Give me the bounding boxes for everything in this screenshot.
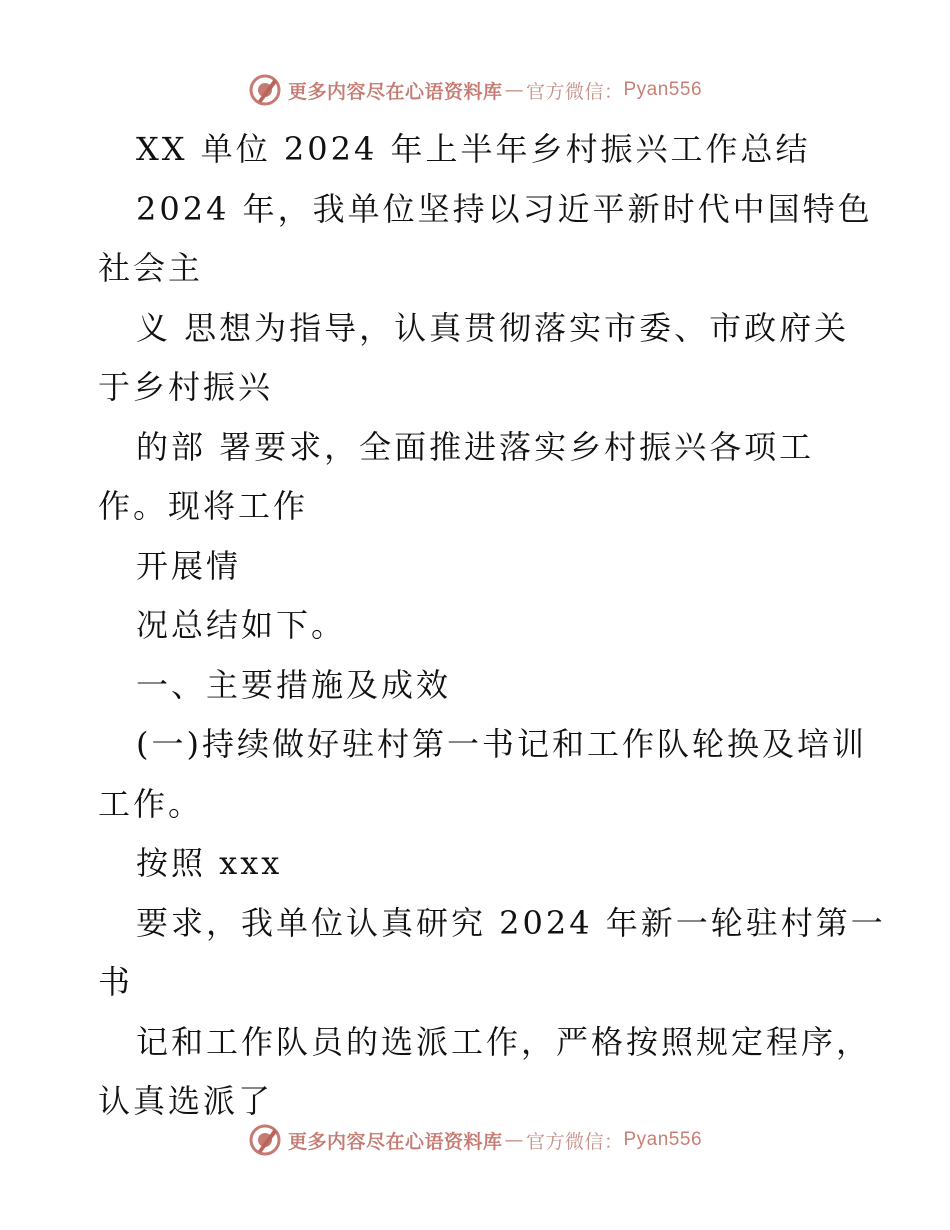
text-line: 记和工作队员的选派工作，严格按照规定程序， [136, 1022, 872, 1061]
text-line: 况总结如下。 [136, 606, 347, 644]
watermark-dash: — [504, 79, 524, 101]
text-line: 开展情 [136, 546, 242, 585]
watermark-wechat-id: Pyan556 [623, 1129, 703, 1150]
text-line: 社会主 [98, 249, 204, 287]
pen-logo-icon [248, 73, 282, 107]
text-line: 的部 署要求，全面推进落实乡村振兴各项工 [136, 427, 815, 466]
document-body [98, 120, 886, 1132]
section-heading: 一、主要措施及成效 [136, 665, 452, 704]
text-line: 书 [98, 963, 134, 1001]
text-line: 认真选派了 [98, 1082, 274, 1120]
text-line: 义 思想为指导，认真贯彻落实市委、市政府关 [136, 308, 850, 347]
watermark-sub-text: 官方微信： [525, 80, 624, 103]
text-line: 作。现将工作 [98, 487, 309, 525]
text-line: 2024 年，我单位坚持以习近平新时代中国特色 [136, 189, 873, 228]
watermark-main-text: 更多内容尽在心语资料库 [287, 80, 503, 103]
pen-logo-icon [248, 1123, 282, 1157]
subsection-heading: (一)持续做好驻村第一书记和工作队轮换及培训 [136, 725, 867, 763]
watermark-main-text: 更多内容尽在心语资料库 [287, 1130, 503, 1153]
watermark-dash: — [504, 1129, 524, 1151]
text-line: 于乡村振兴 [98, 368, 274, 406]
watermark-header [0, 70, 950, 110]
watermark-wechat-id: Pyan556 [623, 79, 703, 100]
text-line: 工作。 [98, 784, 204, 823]
text-line: 按照 xxx [136, 844, 283, 882]
watermark-sub-text: 官方微信： [525, 1130, 624, 1153]
document-title: XX 单位 2024 年上半年乡村振兴工作总结 [136, 130, 811, 168]
text-line: 要求，我单位认真研究 2024 年新一轮驻村第一 [136, 903, 886, 942]
watermark-footer [0, 1120, 950, 1160]
